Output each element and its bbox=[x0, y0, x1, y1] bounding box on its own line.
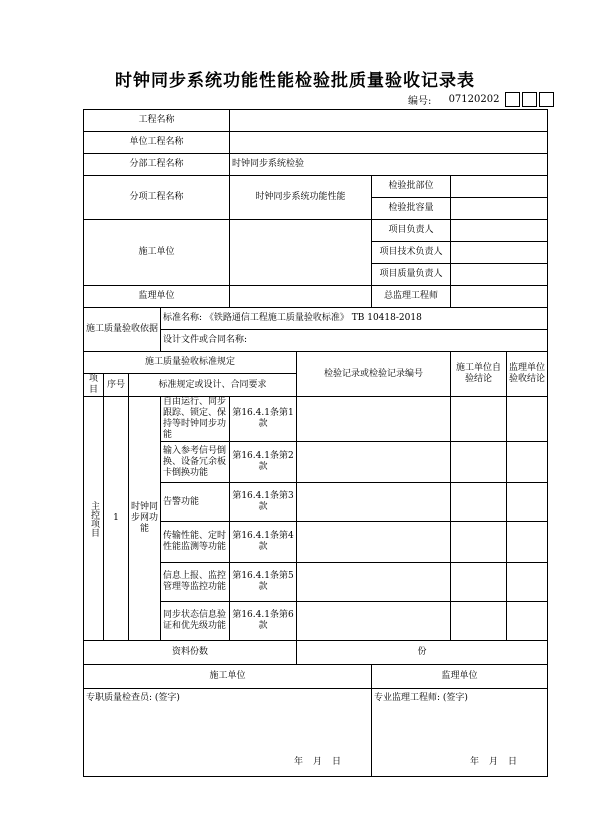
supervisor-conclusion-field[interactable] bbox=[507, 602, 548, 641]
record-field[interactable] bbox=[297, 483, 451, 522]
standard-name: 标准名称: 《铁路通信工程施工质量验收标准》 TB 10418-2018 bbox=[161, 308, 548, 330]
requirement-text: 输入参考信号倒换、设备冗余板卡倒换功能 bbox=[161, 442, 230, 483]
form-title: 时钟同步系统功能性能检验批质量验收记录表 bbox=[115, 71, 475, 91]
requirement-clause: 第16.4.1条第4款 bbox=[230, 522, 297, 563]
design-docs[interactable]: 设计文件或合同名称: bbox=[161, 330, 548, 352]
tech-manager-field[interactable] bbox=[451, 242, 548, 264]
project-manager-field[interactable] bbox=[451, 220, 548, 242]
code-box-3[interactable] bbox=[539, 92, 554, 107]
label-supervisor: 监理单位 bbox=[84, 286, 230, 308]
sig-supervisor-header: 监理单位 bbox=[372, 665, 548, 689]
requirement-text: 告警功能 bbox=[161, 483, 230, 522]
sub-project-value[interactable]: 时钟同步系统功能性能 bbox=[230, 176, 372, 220]
contractor-conclusion-field[interactable] bbox=[451, 602, 507, 641]
col-no: 序号 bbox=[104, 374, 129, 397]
part-project-value[interactable]: 时钟同步系统检验 bbox=[230, 154, 548, 176]
supervisor-conclusion-field[interactable] bbox=[507, 522, 548, 563]
unit-project-field[interactable] bbox=[230, 132, 548, 154]
label-part-project: 分部工程名称 bbox=[84, 154, 230, 176]
contractor-conclusion-field[interactable] bbox=[451, 563, 507, 602]
supervising-engineer-label: 专业监理工程师: (签字) bbox=[374, 693, 468, 703]
contractor-conclusion-field[interactable] bbox=[451, 442, 507, 483]
record-field[interactable] bbox=[297, 442, 451, 483]
label-unit-project: 单位工程名称 bbox=[84, 132, 230, 154]
contractor-conclusion-field[interactable] bbox=[451, 522, 507, 563]
label-project-name: 工程名称 bbox=[84, 110, 230, 132]
supervisor-conclusion-field[interactable] bbox=[507, 442, 548, 483]
requirement-clause: 第16.4.1条第6款 bbox=[230, 602, 297, 641]
project-name-field[interactable] bbox=[230, 110, 548, 132]
requirement-clause: 第16.4.1条第1款 bbox=[230, 397, 297, 442]
label-basis: 施工质量验收依据 bbox=[84, 308, 161, 352]
contractor-signature-cell[interactable] bbox=[84, 689, 372, 777]
supervisor-conclusion-field[interactable] bbox=[507, 397, 548, 442]
requirement-clause: 第16.4.1条第3款 bbox=[230, 483, 297, 522]
supervisor-conclusion-field[interactable] bbox=[507, 483, 548, 522]
label-sub-project: 分项工程名称 bbox=[84, 176, 230, 220]
item-name: 时钟同步网功能 bbox=[129, 397, 161, 641]
col-requirement: 标准规定或设计、合同要求 bbox=[129, 374, 297, 397]
supervisor-conclusion-field[interactable] bbox=[507, 563, 548, 602]
sig-contractor-header: 施工单位 bbox=[84, 665, 372, 689]
label-quality-manager: 项目质量负责人 bbox=[372, 264, 451, 286]
record-field[interactable] bbox=[297, 563, 451, 602]
supervisor-date: 年月日 bbox=[470, 757, 528, 767]
record-field[interactable] bbox=[297, 522, 451, 563]
requirement-text: 自由运行、同步跟踪、锁定、保持等时钟同步功能 bbox=[161, 397, 230, 442]
label-data-count: 资料份数 bbox=[84, 641, 297, 665]
contractor-conclusion-field[interactable] bbox=[451, 483, 507, 522]
requirement-clause: 第16.4.1条第5款 bbox=[230, 563, 297, 602]
code-box-1[interactable] bbox=[505, 92, 520, 107]
main-item-cell bbox=[84, 397, 104, 641]
contractor-field[interactable] bbox=[230, 220, 372, 286]
inspection-table bbox=[83, 109, 548, 777]
std-header: 施工质量验收标准规定 bbox=[84, 352, 297, 374]
label-tech-manager: 项目技术负责人 bbox=[372, 242, 451, 264]
record-field[interactable] bbox=[297, 397, 451, 442]
record-header: 检验记录或检验记录编号 bbox=[297, 352, 451, 397]
contractor-conclusion-field[interactable] bbox=[451, 397, 507, 442]
requirement-text: 传输性能、定时性能监测等功能 bbox=[161, 522, 230, 563]
contractor-date: 年月日 bbox=[294, 757, 352, 767]
quality-manager-field[interactable] bbox=[451, 264, 548, 286]
copies-label: 份 bbox=[297, 641, 548, 665]
label-inspection-qty: 检验批容量 bbox=[372, 198, 451, 220]
supervisor-signature-cell[interactable] bbox=[372, 689, 548, 777]
code-box-2[interactable] bbox=[522, 92, 537, 107]
supervisor-field[interactable] bbox=[230, 286, 372, 308]
code-label: 编号: bbox=[408, 96, 432, 107]
inspection-qty-field[interactable] bbox=[451, 198, 548, 220]
item-no: 1 bbox=[104, 397, 129, 641]
requirement-text: 信息上报、监控管理等监控功能 bbox=[161, 563, 230, 602]
requirement-text: 同步状态信息验证和优先级功能 bbox=[161, 602, 230, 641]
chief-engineer-field[interactable] bbox=[451, 286, 548, 308]
supervisor-conclusion-header: 监理单位验收结论 bbox=[507, 352, 548, 397]
label-chief-engineer: 总监理工程师 bbox=[372, 286, 451, 308]
quality-inspector-label: 专职质量检查员: (签字) bbox=[86, 693, 180, 703]
code-value: 07120202 bbox=[448, 94, 500, 105]
record-field[interactable] bbox=[297, 602, 451, 641]
requirement-clause: 第16.4.1条第2款 bbox=[230, 442, 297, 483]
contractor-conclusion-header: 施工单位自验结论 bbox=[451, 352, 507, 397]
inspection-part-field[interactable] bbox=[451, 176, 548, 198]
main-item-label: 主控项目 bbox=[89, 500, 99, 537]
form-code bbox=[408, 92, 554, 107]
label-inspection-part: 检验批部位 bbox=[372, 176, 451, 198]
label-contractor: 施工单位 bbox=[84, 220, 230, 286]
col-item: 项目 bbox=[84, 374, 104, 397]
label-project-manager: 项目负责人 bbox=[372, 220, 451, 242]
